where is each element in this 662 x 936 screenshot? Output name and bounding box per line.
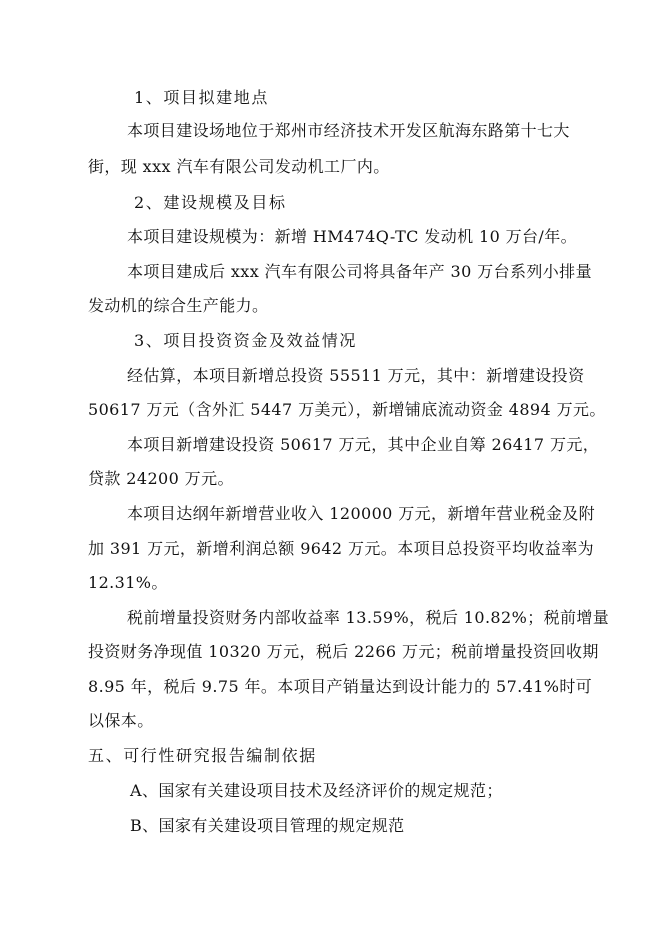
basis-item-b: B、国家有关建设项目管理的规定规范 <box>130 816 405 835</box>
paragraph-site-line-1: 本项目建设场地位于郑州市经济技术开发区航海东路第十七大 <box>127 121 570 140</box>
section-heading-investment: 3、项目投资资金及效益情况 <box>134 331 357 350</box>
paragraph-returns-line-2: 投资财务净现值 10320 万元，税后 2266 万元；税前增量投资回收期 <box>88 642 599 661</box>
paragraph-estimate-line-1: 经估算，本项目新增总投资 55511 万元，其中：新增建设投资 <box>127 366 585 385</box>
paragraph-revenue-line-2: 加 391 万元，新增利润总额 9642 万元。本项目总投资平均收益率为 <box>88 539 595 558</box>
paragraph-revenue-line-3: 12.31%。 <box>88 573 168 592</box>
paragraph-revenue-line-1: 本项目达纲年新增营业收入 120000 万元，新增年营业税金及附 <box>127 504 596 523</box>
section-heading-scale: 2、建设规模及目标 <box>134 193 287 212</box>
section-heading-basis: 五、可行性研究报告编制依据 <box>88 746 317 765</box>
paragraph-returns-line-4: 以保本。 <box>88 711 154 730</box>
paragraph-returns-line-1: 税前增量投资财务内部收益率 13.59%，税后 10.82%；税前增量 <box>127 608 610 627</box>
paragraph-site-line-2: 街，现 xxx 汽车有限公司发动机工厂内。 <box>88 157 390 176</box>
paragraph-funding-line-2: 贷款 24200 万元。 <box>88 469 234 488</box>
paragraph-scale: 本项目建设规模为：新增 HM474Q-TC 发动机 10 万台/年。 <box>127 227 578 246</box>
paragraph-funding-line-1: 本项目新增建设投资 50617 万元，其中企业自筹 26417 万元， <box>127 435 600 454</box>
paragraph-returns-line-3: 8.95 年，税后 9.75 年。本项目产销量达到设计能力的 57.41%时可 <box>88 677 593 696</box>
paragraph-estimate-line-2: 50617 万元（含外汇 5447 万美元），新增铺底流动资金 4894 万元。 <box>88 400 606 419</box>
paragraph-capacity-line-2: 发动机的综合生产能力。 <box>88 296 269 315</box>
paragraph-capacity-line-1: 本项目建成后 xxx 汽车有限公司将具备年产 30 万台系列小排量 <box>127 262 592 281</box>
section-heading-site: 1、项目拟建地点 <box>134 88 269 107</box>
basis-item-a: A、国家有关建设项目技术及经济评价的规定规范； <box>130 781 503 800</box>
